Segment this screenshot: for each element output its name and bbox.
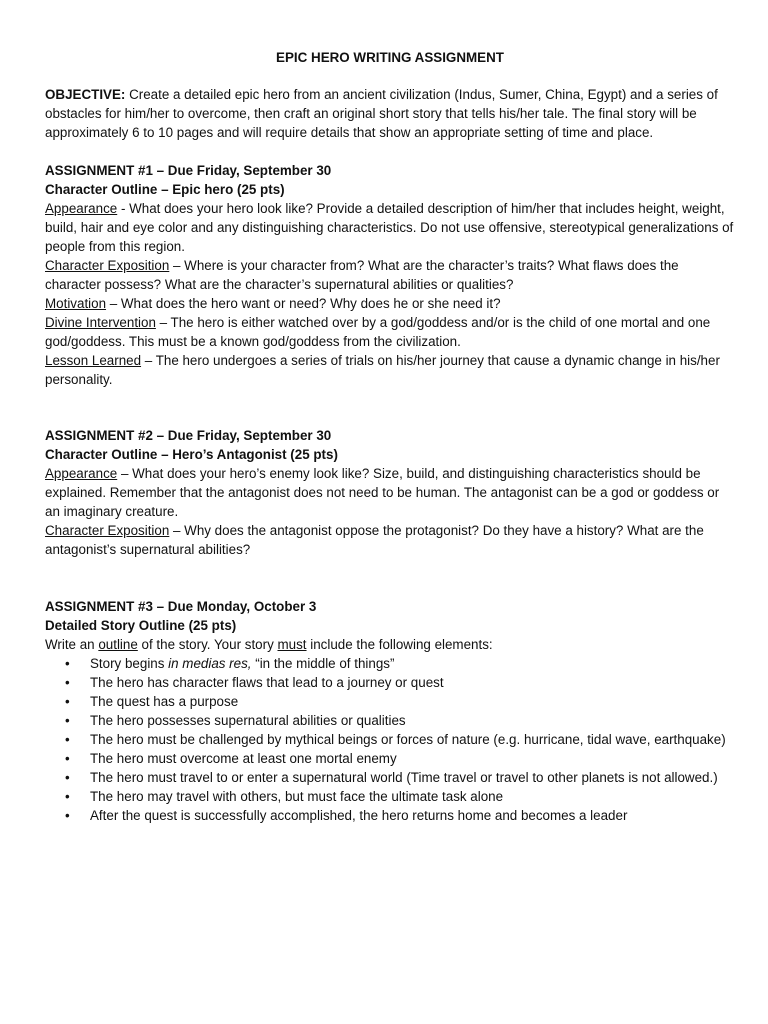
a1-motivation <box>45 294 735 313</box>
a1-lesson-learned <box>45 351 735 389</box>
a1-appearance <box>45 199 735 256</box>
assignment-1-section <box>45 161 735 389</box>
objective-section <box>45 85 735 142</box>
assignment-2-heading: ASSIGNMENT #2 – Due Friday, September 30 <box>45 428 332 443</box>
assignment-2-subheading: Character Outline – Hero’s Antagonist (25 pts) <box>45 447 338 462</box>
a2-exposition-text: – Why does the antagonist oppose the protagonist? Do they have a history? What are the antagonist’s supernatural abilities? <box>45 523 704 557</box>
assignment-3-section <box>45 597 735 825</box>
a3-intro-text-1: Write an <box>45 637 99 652</box>
a1-divine-intervention <box>45 313 735 351</box>
objective-text: Create a detailed epic hero from an ancient civilization (Indus, Sumer, China, Egypt) and a series of obstacles for him/her to overcome, then craft an original short story that tells his/her tale. The final story will be approximately 6 to 10 pages and will require details that show an appropriate setting of time and place. <box>45 87 718 140</box>
story-elements-list <box>45 654 735 825</box>
a3-intro-outline: outline <box>98 637 138 652</box>
list-item: • The hero must travel to or enter a supernatural world (Time travel or travel to other planets is not allowed.) <box>45 768 735 787</box>
assignment-1-subheading: Character Outline – Epic hero (25 pts) <box>45 182 285 197</box>
a1-exposition-text: – Where is your character from? What are the character’s traits? What flaws does the character possess? What are the character’s supernatural abilities or qualities? <box>45 258 679 292</box>
a1-divine-intervention-text: – The hero is either watched over by a god/goddess and/or is the child of one mortal and one god/goddess. This must be a known god/goddess from the civilization. <box>45 315 711 349</box>
assignment-2-section <box>45 426 735 559</box>
a1-lesson-learned-term: Lesson Learned <box>45 353 142 368</box>
a1-motivation-term: Motivation <box>45 296 107 311</box>
bullet-1-text-1: Story begins <box>90 656 169 671</box>
list-item: • The hero possesses supernatural abilities or qualities <box>45 711 735 730</box>
a3-intro-text-3: include the following elements: <box>306 637 493 652</box>
a3-intro <box>45 635 735 654</box>
a1-appearance-term: Appearance <box>45 201 118 216</box>
assignment-3-heading: ASSIGNMENT #3 – Due Monday, October 3 <box>45 599 317 614</box>
list-item: • The hero has character flaws that lead to a journey or quest <box>45 673 735 692</box>
document-title: EPIC HERO WRITING ASSIGNMENT <box>276 50 504 65</box>
a1-exposition-term: Character Exposition <box>45 258 170 273</box>
a1-exposition <box>45 256 735 294</box>
assignment-3-subheading: Detailed Story Outline (25 pts) <box>45 618 237 633</box>
a2-appearance-text: – What does your hero’s enemy look like? Size, build, and distinguishing characteristics should be explained. Remember that the antagonist does not need to be human. The antagonist can be a god or goddess or an imaginary creature. <box>45 466 720 519</box>
list-item: • The hero may travel with others, but must face the ultimate task alone <box>45 787 735 806</box>
list-item: • The quest has a purpose <box>45 692 735 711</box>
bullet-1-text-2: “in the middle of things” <box>251 656 395 671</box>
a2-exposition <box>45 521 735 559</box>
a3-intro-must: must <box>277 637 307 652</box>
a1-motivation-text: – What does the hero want or need? Why does he or she need it? <box>106 296 501 311</box>
objective-paragraph <box>45 85 735 142</box>
a1-appearance-text: - What does your hero look like? Provide a detailed description of him/her that includes height, weight, build, hair and eye color and any distinguishing characteristics. Do not use offensive, stereotypical generalizations of people from this region. <box>45 201 734 254</box>
a2-appearance <box>45 464 735 521</box>
a3-intro-text-2: of the story. Your story <box>137 637 278 652</box>
a1-lesson-learned-text: – The hero undergoes a series of trials on his/her journey that cause a dynamic change in his/her personality. <box>45 353 720 387</box>
a2-appearance-term: Appearance <box>45 466 118 481</box>
objective-label: OBJECTIVE: <box>45 87 126 102</box>
bullet-1-italic: in medias res, <box>168 656 252 671</box>
list-item: • The hero must be challenged by mythical beings or forces of nature (e.g. hurricane, tidal wave, earthquake) <box>45 730 735 749</box>
list-item: • After the quest is successfully accomplished, the hero returns home and becomes a leader <box>45 806 735 825</box>
a1-divine-intervention-term: Divine Intervention <box>45 315 156 330</box>
a2-exposition-term: Character Exposition <box>45 523 170 538</box>
list-item <box>45 654 735 673</box>
assignment-1-heading: ASSIGNMENT #1 – Due Friday, September 30 <box>45 163 332 178</box>
list-item: • The hero must overcome at least one mortal enemy <box>45 749 735 768</box>
